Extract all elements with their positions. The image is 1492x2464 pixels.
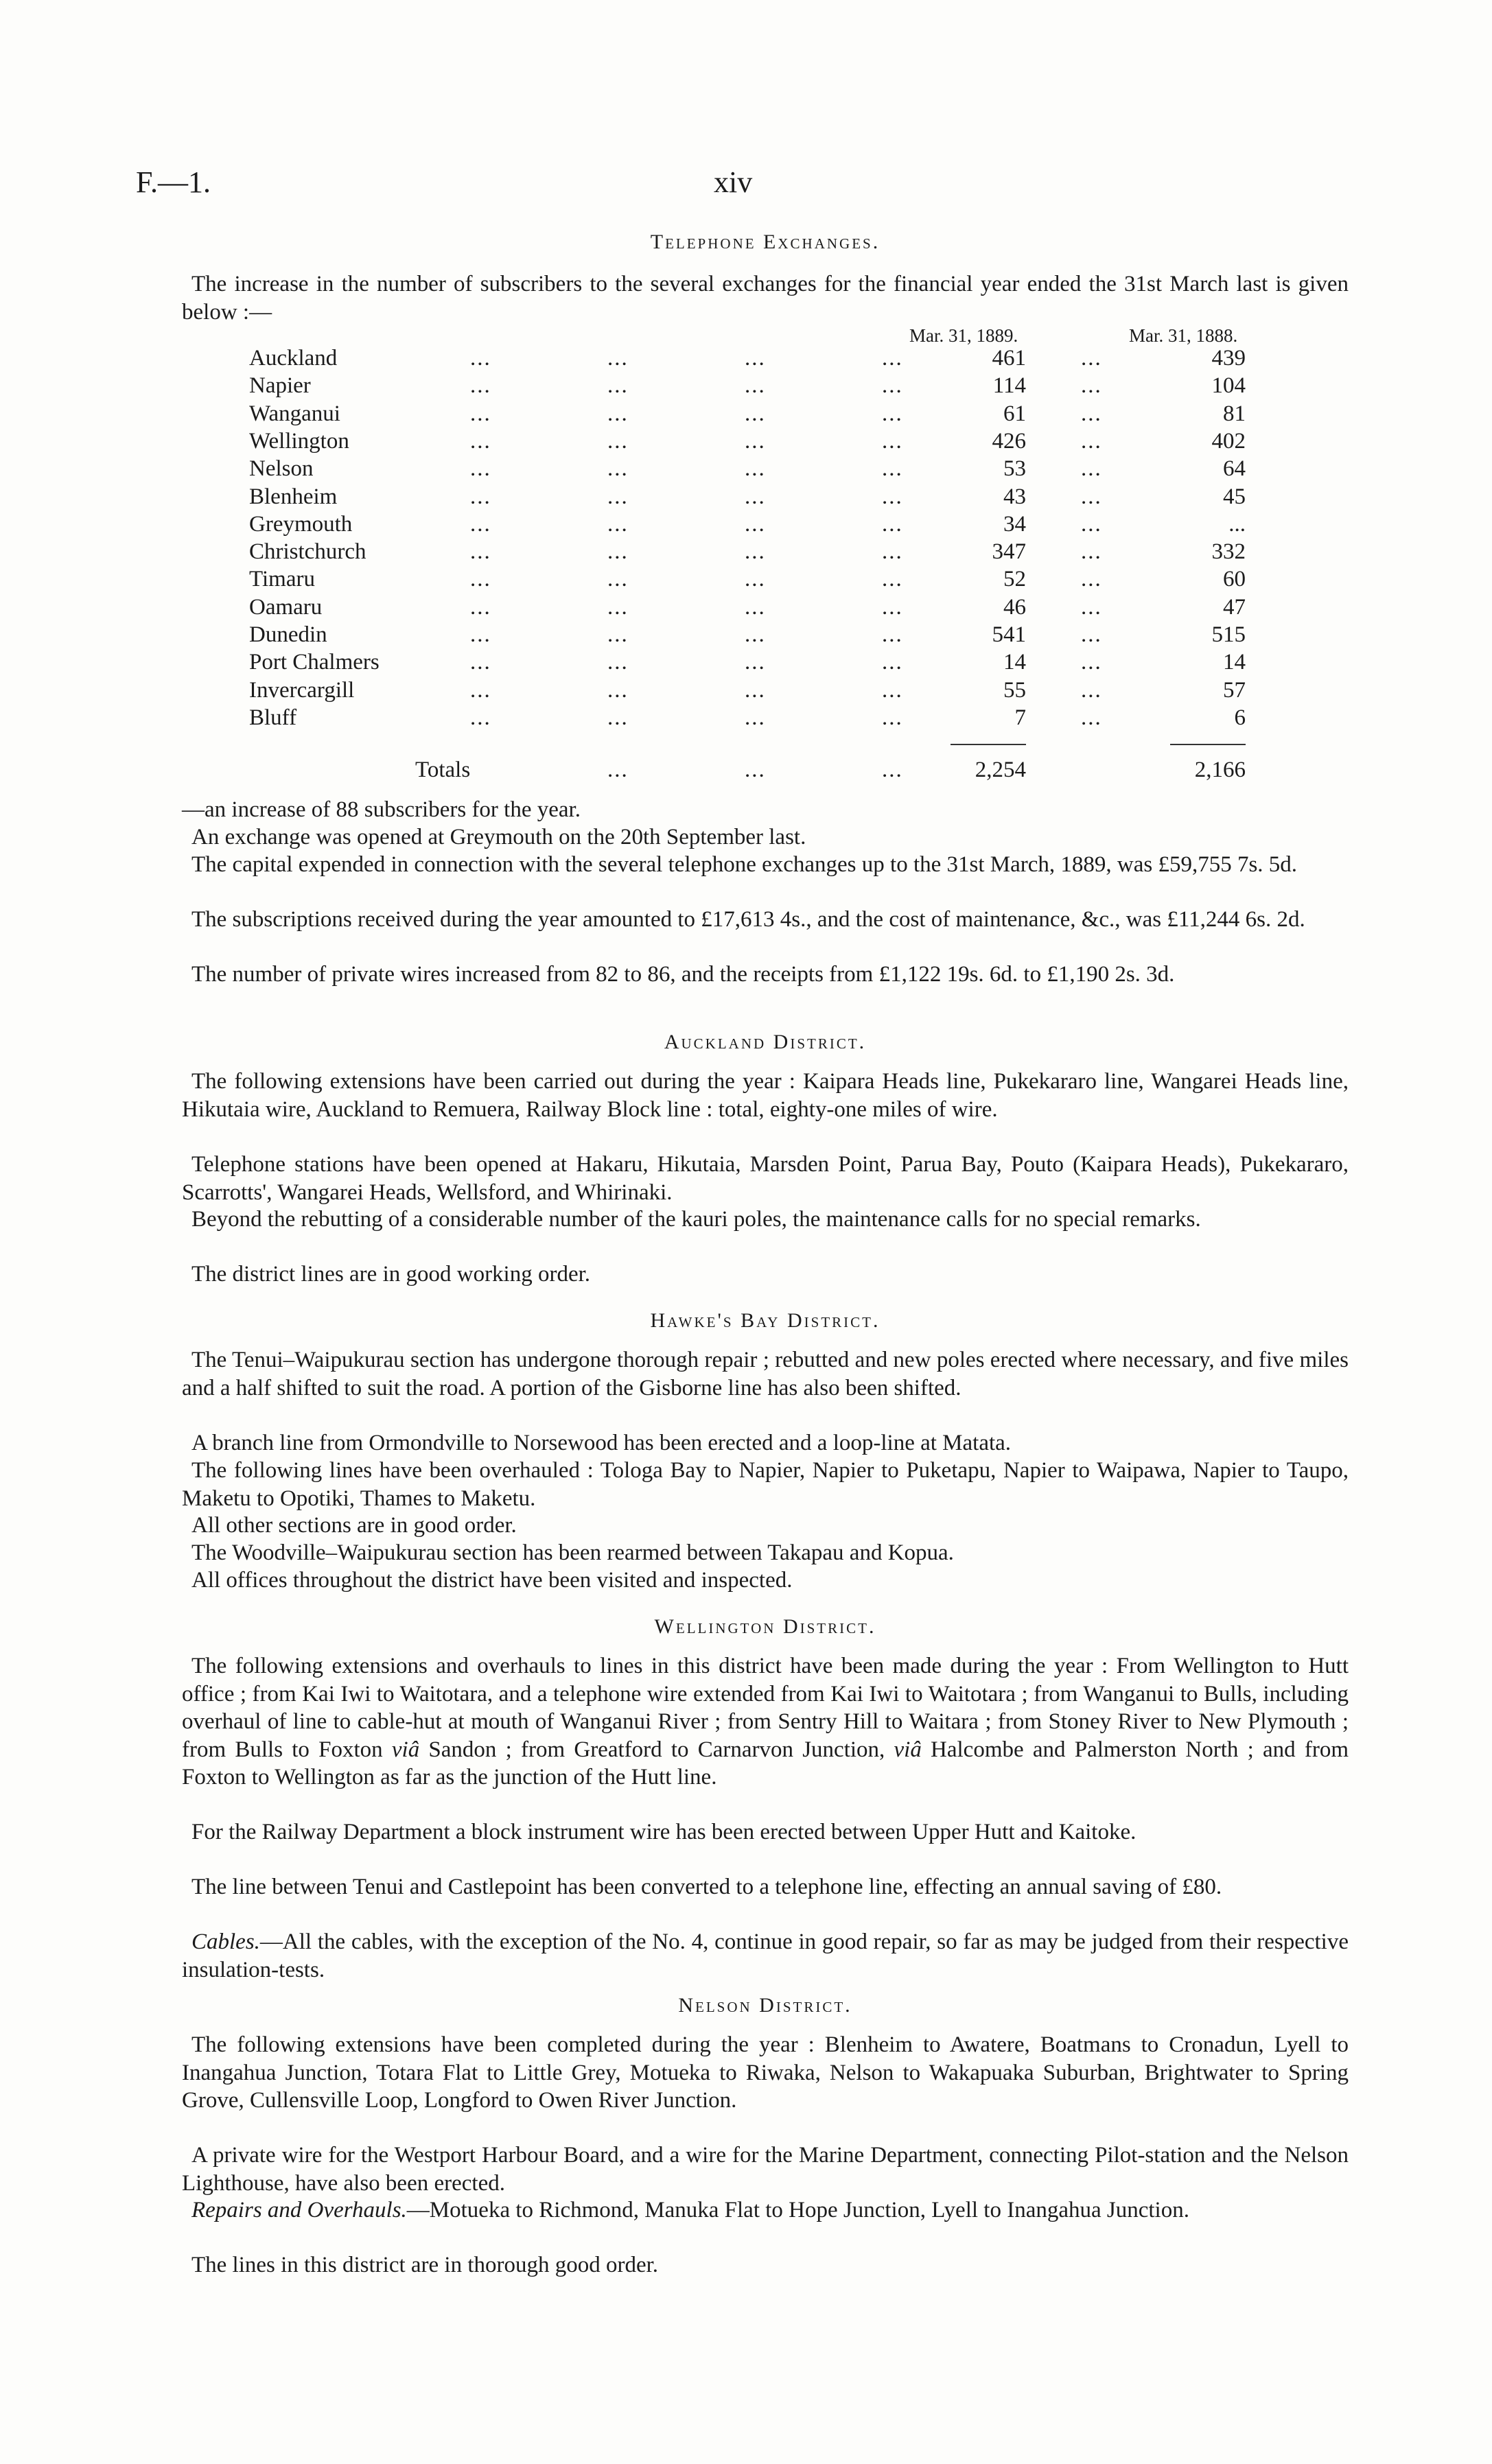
auckland-extensions: The following extensions have been carried out during the year : Kaipara Heads line, Pukekararo line, Wangarei Heads line, Hikutaia wire, Auckland to Remuera, Railway Block line : total, eighty-one miles of wire. <box>182 1069 1349 1122</box>
leader-dots: ... <box>882 705 903 730</box>
leader-dots: ... <box>745 758 766 782</box>
value-1889: 61 <box>1003 401 1026 426</box>
leader-dots: ... <box>882 484 903 509</box>
leader-dots: ... <box>607 594 629 620</box>
value-1888: 515 <box>1211 622 1246 647</box>
telephone-capital-note: The capital expended in connection with the several telephone exchanges up to the 31st March, 1889, was £59,755 7s. 5d. <box>191 852 1298 877</box>
table-row <box>182 650 1349 677</box>
table-row <box>182 539 1349 567</box>
wellington-extensions-text-c: Halcombe and Palmerston North ; and from Foxton to Wellington as far as the junction of the Hutt line. <box>182 1737 1349 1790</box>
value-1889: 541 <box>992 622 1026 647</box>
wellington-railway: For the Railway Department a block instrument wire has been erected between Upper Hutt and Kaitoke. <box>191 1820 1137 1844</box>
exchange-name: Wellington <box>249 428 349 454</box>
leader-dots: ... <box>745 401 766 426</box>
hawkes-branch-line: A branch line from Ormondville to Norsewood has been erected and a loop-line at Matata. <box>191 1431 1012 1455</box>
table-row <box>182 484 1349 512</box>
leader-dots: ... <box>745 346 766 371</box>
leader-dots: ... <box>470 650 491 675</box>
subtotal-rule-1889 <box>951 744 1026 745</box>
total-1888: 2,166 <box>1194 758 1246 782</box>
telephone-subscriptions-note: The subscriptions received during the year amounted to £17,613 4s., and the cost of maintenance, &c., was £11,244 6s. 2d. <box>191 907 1305 932</box>
table-row <box>182 512 1349 539</box>
leader-dots: ... <box>882 401 903 426</box>
leader-dots: ... <box>470 705 491 730</box>
nelson-private-wire: A private wire for the Westport Harbour Board, and a wire for the Marine Department, connecting Pilot-station and the Nelson Lighthouse, have also been erected. <box>182 2143 1349 2196</box>
leader-dots: ... <box>745 594 766 620</box>
table-row <box>182 429 1349 456</box>
value-1888: 402 <box>1211 428 1246 454</box>
value-1888: 45 <box>1223 484 1246 509</box>
exchange-name: Christchurch <box>249 539 366 565</box>
section-title-telephone-exchanges: Telephone Exchanges. <box>650 231 881 253</box>
section-title-nelson-district: Nelson District. <box>678 1994 852 2017</box>
exchange-name: Oamaru <box>249 594 323 620</box>
leader-dots: ... <box>607 456 629 482</box>
leader-dots: ... <box>882 622 903 647</box>
exchange-name: Bluff <box>249 705 297 730</box>
exchange-name: Auckland <box>249 346 338 371</box>
page-header-ref: F.—1. <box>136 165 211 199</box>
cables-text: —All the cables, with the exception of the No. 4, continue in good repair, so far as may be judged from their respective insulation-tests. <box>182 1929 1349 1982</box>
leader-dots: ... <box>470 346 491 371</box>
page-number: xiv <box>714 165 753 199</box>
leader-dots: ... <box>470 484 491 509</box>
value-1888: 439 <box>1211 346 1246 371</box>
leader-dots: ... <box>745 456 766 482</box>
nelson-status: The lines in this district are in thorough good order. <box>191 2253 659 2277</box>
leader-dots: ... <box>1081 373 1102 399</box>
exchange-name: Invercargill <box>249 677 355 703</box>
hawkes-other-sections: All other sections are in good order. <box>191 1513 517 1538</box>
wellington-via-2: viâ <box>894 1737 922 1762</box>
telephone-greymouth-note: An exchange was opened at Greymouth on the 20th September last. <box>191 825 806 849</box>
leader-dots: ... <box>1081 567 1102 592</box>
auckland-stations: Telephone stations have been opened at Hakaru, Hikutaia, Marsden Point, Parua Bay, Pouto (Kaipara Heads), Pukekararo, Scarrotts', Wangarei Heads, Wellsford, and Whirinaki. <box>182 1152 1349 1205</box>
leader-dots: ... <box>470 539 491 565</box>
leader-dots: ... <box>745 484 766 509</box>
section-title-hawkes-bay-district: Hawke's Bay District. <box>650 1309 881 1332</box>
leader-dots: ... <box>607 758 629 782</box>
exchange-name: Greymouth <box>249 511 353 537</box>
leader-dots: ... <box>882 428 903 454</box>
telephone-intro: The increase in the number of subscribers to the several exchanges for the financial year ended the 31st March last is given below :— <box>182 272 1349 325</box>
telephone-private-wires-note: The number of private wires increased from 82 to 86, and the receipts from £1,122 19s. 6d. to £1,190 2s. 3d. <box>191 962 1175 987</box>
wellington-extensions <box>182 1652 1349 1792</box>
leader-dots: ... <box>745 428 766 454</box>
auckland-maintenance: Beyond the rebutting of a considerable number of the kauri poles, the maintenance calls for no special remarks. <box>191 1207 1201 1232</box>
hawkes-overhauled: The following lines have been overhauled : Tologa Bay to Napier, Napier to Puketapu, Napier to Waipawa, Napier to Taupo, Maketu to Opotiki, Thames to Maketu. <box>182 1458 1349 1511</box>
hawkes-woodville: The Woodville–Waipukurau section has been rearmed between Takapau and Kopua. <box>191 1540 954 1565</box>
leader-dots: ... <box>882 594 903 620</box>
leader-dots: ... <box>470 567 491 592</box>
leader-dots: ... <box>607 401 629 426</box>
leader-dots: ... <box>607 511 629 537</box>
leader-dots: ... <box>607 373 629 399</box>
leader-dots: ... <box>882 567 903 592</box>
value-1888: 104 <box>1211 373 1246 399</box>
wellington-extensions-text-a: The following extensions and overhauls to lines in this district have been made during the year : From Wellington to Hutt office ; from Kai Iwi to Waitotara, and a telephone wire extended from Kai Iwi to Waitotara ; from Wanganui to Bulls, including overhaul of line to cable-hut at mouth of Wanganui River ; from Sentry Hill to Waitara ; from Stoney River to New Plymouth ; from Bulls to Foxton <box>182 1654 1349 1762</box>
leader-dots: ... <box>882 758 903 782</box>
leader-dots: ... <box>745 539 766 565</box>
value-1888: 64 <box>1223 456 1246 482</box>
nelson-extensions: The following extensions have been completed during the year : Blenheim to Awatere, Boatmans to Cronadun, Lyell to Inangahua Junction, Totara Flat to Little Grey, Motueka to Riwaka, Nelson to Wakapuaka Suburban, Brightwater to Spring Grove, Cullensville Loop, Longford to Owen River Junction. <box>182 2032 1349 2113</box>
table-row <box>182 373 1349 401</box>
leader-dots: ... <box>470 401 491 426</box>
leader-dots: ... <box>745 677 766 703</box>
exchange-name: Timaru <box>249 567 315 592</box>
leader-dots: ... <box>470 373 491 399</box>
leader-dots: ... <box>1081 484 1102 509</box>
table-row <box>182 456 1349 484</box>
table-row <box>182 705 1349 733</box>
value-1888: 57 <box>1223 677 1246 703</box>
value-1889: 114 <box>992 373 1026 399</box>
leader-dots: ... <box>1081 705 1102 730</box>
table-row <box>182 595 1349 622</box>
leader-dots: ... <box>607 622 629 647</box>
exchange-name: Port Chalmers <box>249 650 380 675</box>
leader-dots: ... <box>470 511 491 537</box>
value-1889: 53 <box>1003 456 1026 482</box>
value-1889: 7 <box>1014 705 1026 730</box>
wellington-via-1: viâ <box>391 1737 420 1762</box>
leader-dots: ... <box>470 677 491 703</box>
leader-dots: ... <box>470 622 491 647</box>
auckland-status: The district lines are in good working order. <box>191 1262 591 1287</box>
leader-dots: ... <box>745 650 766 675</box>
leader-dots: ... <box>1081 677 1102 703</box>
section-title-wellington-district: Wellington District. <box>654 1615 876 1638</box>
hawkes-offices: All offices throughout the district have been visited and inspected. <box>191 1568 793 1593</box>
section-title-auckland-district: Auckland District. <box>664 1031 867 1053</box>
value-1888: 332 <box>1211 539 1246 565</box>
leader-dots: ... <box>607 346 629 371</box>
value-1889: 461 <box>992 346 1026 371</box>
value-1888: 60 <box>1223 567 1246 592</box>
leader-dots: ... <box>882 373 903 399</box>
hawkes-repairs: The Tenui–Waipukurau section has undergone thorough repair ; rebutted and new poles erected where necessary, and five miles and a half shifted to suit the road. A portion of the Gisborne line has also been shifted. <box>182 1348 1349 1400</box>
leader-dots: ... <box>607 567 629 592</box>
leader-dots: ... <box>1081 456 1102 482</box>
leader-dots: ... <box>470 428 491 454</box>
repairs-text: —Motueka to Richmond, Manuka Flat to Hope Junction, Lyell to Inangahua Junction. <box>406 2198 1189 2222</box>
table-row <box>182 567 1349 594</box>
leader-dots: ... <box>882 677 903 703</box>
value-1889: 426 <box>992 428 1026 454</box>
table-row <box>182 401 1349 429</box>
leader-dots: ... <box>745 705 766 730</box>
leader-dots: ... <box>882 650 903 675</box>
leader-dots: ... <box>470 594 491 620</box>
leader-dots: ... <box>1081 622 1102 647</box>
leader-dots: ... <box>607 428 629 454</box>
table-row <box>182 678 1349 705</box>
repairs-label: Repairs and Overhauls. <box>191 2198 407 2222</box>
totals-row <box>182 758 1349 785</box>
value-1888: 81 <box>1223 401 1246 426</box>
leader-dots: ... <box>745 373 766 399</box>
table-row <box>182 346 1349 373</box>
leader-dots: ... <box>745 622 766 647</box>
leader-dots: ... <box>882 539 903 565</box>
leader-dots: ... <box>470 456 491 482</box>
wellington-tenui-castlepoint: The line between Tenui and Castlepoint has been converted to a telephone line, effecting an annual saving of £80. <box>191 1875 1222 1899</box>
leader-dots: ... <box>607 484 629 509</box>
nelson-repairs <box>182 2196 1349 2225</box>
value-1888: 6 <box>1234 705 1246 730</box>
value-1889: 34 <box>1003 511 1026 537</box>
leader-dots: ... <box>1081 511 1102 537</box>
column-header-1889: Mar. 31, 1889. <box>909 325 1018 346</box>
value-1889: 52 <box>1003 567 1026 592</box>
leader-dots: ... <box>1081 346 1102 371</box>
leader-dots: ... <box>745 511 766 537</box>
value-1888: 47 <box>1223 594 1246 620</box>
leader-dots: ... <box>607 677 629 703</box>
exchange-name: Napier <box>249 373 311 399</box>
value-1889: 55 <box>1003 677 1026 703</box>
wellington-cables <box>182 1928 1349 1984</box>
exchange-name: Nelson <box>249 456 314 482</box>
column-header-1888: Mar. 31, 1888. <box>1129 325 1238 346</box>
exchange-name: Blenheim <box>249 484 338 509</box>
leader-dots: ... <box>882 456 903 482</box>
leader-dots: ... <box>1081 428 1102 454</box>
leader-dots: ... <box>745 567 766 592</box>
telephone-increase-note: —an increase of 88 subscribers for the year. <box>182 797 581 822</box>
leader-dots: ... <box>607 539 629 565</box>
leader-dots: ... <box>607 705 629 730</box>
leader-dots: ... <box>882 511 903 537</box>
value-1889: 46 <box>1003 594 1026 620</box>
value-1888: 14 <box>1223 650 1246 675</box>
leader-dots: ... <box>1081 594 1102 620</box>
leader-dots: ... <box>1081 401 1102 426</box>
exchange-name: Dunedin <box>249 622 327 647</box>
table-row <box>182 622 1349 650</box>
value-1889: 43 <box>1003 484 1026 509</box>
subtotal-rule-1888 <box>1170 744 1246 745</box>
total-1889: 2,254 <box>975 758 1026 782</box>
value-1889: 347 <box>992 539 1026 565</box>
value-1888: ... <box>1228 511 1246 537</box>
cables-label: Cables. <box>191 1929 260 1954</box>
leader-dots: ... <box>607 650 629 675</box>
exchange-name: Wanganui <box>249 401 340 426</box>
totals-label: Totals <box>415 758 471 782</box>
leader-dots: ... <box>882 346 903 371</box>
leader-dots: ... <box>1081 539 1102 565</box>
leader-dots: ... <box>1081 650 1102 675</box>
value-1889: 14 <box>1003 650 1026 675</box>
wellington-extensions-text-b: Sandon ; from Greatford to Carnarvon Junction, <box>419 1737 894 1762</box>
